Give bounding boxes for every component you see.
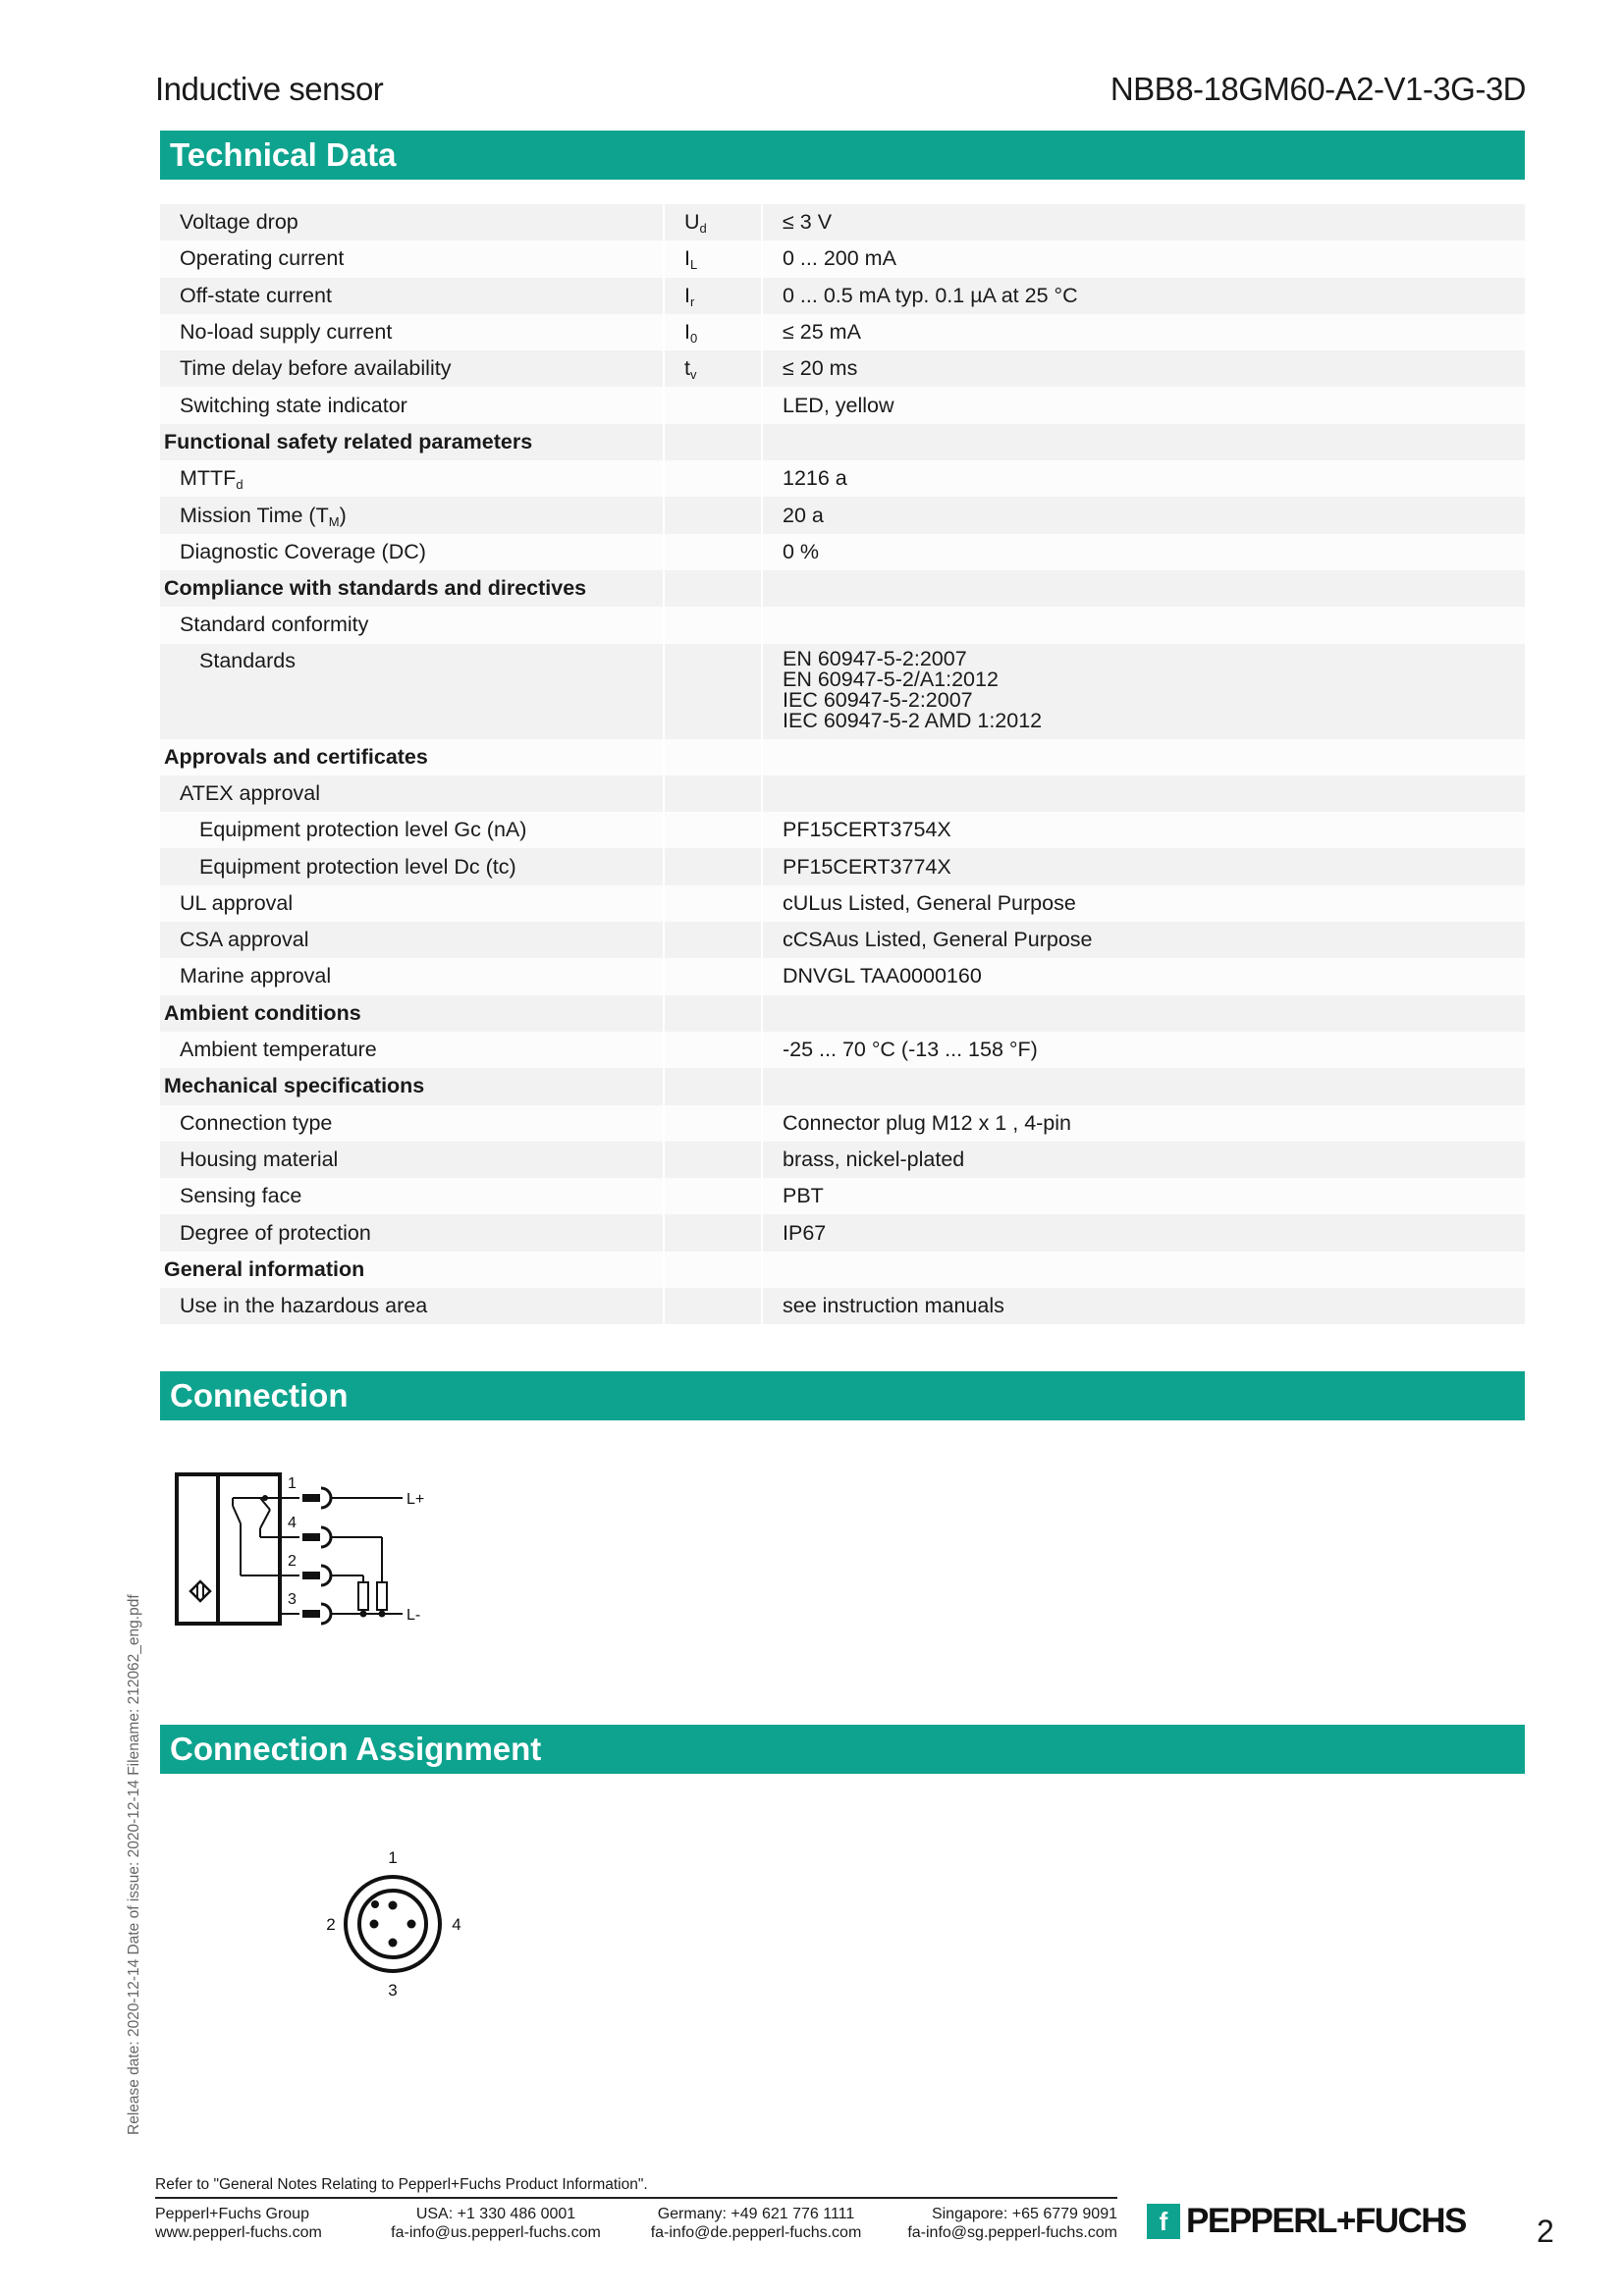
- row-symbol: [664, 885, 762, 922]
- row-symbol: [664, 1214, 762, 1251]
- pin-3: [389, 1939, 398, 1948]
- row-label-text: Marine approval: [180, 964, 332, 988]
- row-value-line: EN 60947-5-2/A1:2012: [783, 667, 999, 691]
- logo-text: PEPPERL+FUCHS: [1186, 2202, 1466, 2240]
- row-label: [160, 1068, 664, 1104]
- load-resistor: [358, 1582, 368, 1610]
- l-plus-label: L+: [406, 1491, 425, 1508]
- row-label: [160, 607, 664, 643]
- singapore-email[interactable]: fa-info@sg.pepperl-fuchs.com: [907, 2224, 1117, 2241]
- row-symbol: [664, 1142, 762, 1178]
- row-symbol: [664, 314, 762, 350]
- row-symbol: [664, 1178, 762, 1214]
- row-symbol: [664, 1032, 762, 1068]
- row-value: [762, 1252, 1525, 1288]
- row-label-text: ATEX approval: [180, 781, 321, 805]
- singapore-phone: Singapore: +65 6779 9091: [931, 2206, 1117, 2222]
- row-label-text: Standard conformity: [180, 613, 369, 637]
- row-value: PF15CERT3774X: [762, 848, 1525, 884]
- row-label-text: Use in the hazardous area: [180, 1294, 428, 1318]
- footer-divider: [155, 2197, 1117, 2199]
- row-label: [160, 739, 664, 775]
- row-symbol: [664, 1068, 762, 1104]
- row-label: [160, 958, 664, 994]
- row-value: [762, 424, 1525, 460]
- row-label-text: Sensing face: [180, 1184, 302, 1208]
- footer-singapore: [884, 2205, 1117, 2242]
- row-value: [762, 644, 1525, 739]
- row-label: [160, 1142, 664, 1178]
- table-row: [160, 1105, 1525, 1142]
- pin-label: 2: [288, 1553, 297, 1570]
- row-label: [160, 1178, 664, 1214]
- row-symbol-subscript: d: [699, 221, 707, 237]
- table-row: [160, 460, 1525, 497]
- table-row: [160, 607, 1525, 643]
- footer-germany: [638, 2205, 874, 2242]
- row-symbol: [664, 570, 762, 607]
- row-value: -25 ... 70 °C (-13 ... 158 °F): [762, 1032, 1525, 1068]
- row-value: 1216 a: [762, 460, 1525, 497]
- table-row: [160, 1032, 1525, 1068]
- row-symbol-subscript: 0: [689, 331, 698, 347]
- table-row: [160, 350, 1525, 387]
- row-value: PBT: [762, 1178, 1525, 1214]
- row-value: 0 ... 0.5 mA typ. 0.1 µA at 25 °C: [762, 278, 1525, 314]
- table-row: [160, 1142, 1525, 1178]
- row-label-text: Ambient temperature: [180, 1038, 377, 1062]
- row-value: PF15CERT3754X: [762, 812, 1525, 848]
- row-value: 20 a: [762, 497, 1525, 533]
- row-value: cULus Listed, General Purpose: [762, 885, 1525, 922]
- row-label-text: Approvals and certificates: [164, 744, 428, 769]
- inductive-sensor-symbol-icon: [190, 1581, 210, 1601]
- row-value: cCSAus Listed, General Purpose: [762, 922, 1525, 958]
- row-label: [160, 885, 664, 922]
- row-symbol-text: t: [684, 356, 690, 381]
- row-symbol: [664, 644, 762, 739]
- row-label-subscript: M: [328, 513, 340, 529]
- row-label: [160, 460, 664, 497]
- row-label: [160, 570, 664, 607]
- table-row: [160, 848, 1525, 884]
- row-symbol: [664, 848, 762, 884]
- page-number: 2: [1537, 2214, 1554, 2249]
- row-symbol: [664, 387, 762, 423]
- row-label: [160, 350, 664, 387]
- table-group-header: [160, 995, 1525, 1032]
- table-row: [160, 497, 1525, 533]
- table-group-header: [160, 570, 1525, 607]
- row-value: see instruction manuals: [762, 1288, 1525, 1324]
- row-value: [762, 739, 1525, 775]
- table-group-header: [160, 424, 1525, 460]
- row-label-text: Equipment protection level Dc (tc): [199, 854, 516, 879]
- row-label-suffix: ): [339, 503, 347, 527]
- table-group-header: [160, 1252, 1525, 1288]
- row-label: [160, 1252, 664, 1288]
- row-symbol: [664, 995, 762, 1032]
- table-row: [160, 775, 1525, 812]
- row-value: ≤ 20 ms: [762, 350, 1525, 387]
- pin-4: [407, 1920, 416, 1929]
- row-value: 0 ... 200 mA: [762, 240, 1525, 277]
- row-symbol: [664, 240, 762, 277]
- row-label: [160, 240, 664, 277]
- table-row: [160, 922, 1525, 958]
- table-row: [160, 387, 1525, 423]
- row-value: ≤ 25 mA: [762, 314, 1525, 350]
- row-symbol: [664, 204, 762, 240]
- section-connection: Connection: [160, 1371, 1525, 1420]
- coding-key: [371, 1900, 379, 1908]
- row-label: [160, 1032, 664, 1068]
- row-symbol: [664, 1288, 762, 1324]
- row-label-text: Compliance with standards and directives: [164, 576, 587, 601]
- row-symbol: [664, 350, 762, 387]
- table-row: [160, 958, 1525, 994]
- row-label-text: No-load supply current: [180, 320, 393, 345]
- row-value: [762, 607, 1525, 643]
- connector-pinout-diagram: [314, 1843, 471, 2001]
- germany-phone: Germany: +49 621 776 1111: [657, 2206, 855, 2222]
- row-symbol: [664, 812, 762, 848]
- table-group-header: [160, 1068, 1525, 1104]
- document-title: Inductive sensor: [155, 71, 384, 107]
- row-label-text: MTTF: [180, 466, 237, 491]
- table-row: [160, 644, 1525, 739]
- usa-phone: USA: +1 330 486 0001: [415, 2206, 576, 2222]
- row-label-text: CSA approval: [180, 928, 309, 952]
- row-symbol-text: U: [684, 210, 700, 235]
- row-label-text: Voltage drop: [180, 210, 298, 235]
- pin-2: [370, 1920, 379, 1929]
- row-symbol: [664, 534, 762, 570]
- company-website[interactable]: www.pepperl-fuchs.com: [155, 2224, 322, 2241]
- row-symbol: [664, 958, 762, 994]
- row-label-text: Equipment protection level Gc (nA): [199, 818, 527, 842]
- row-symbol: [664, 922, 762, 958]
- row-label: [160, 812, 664, 848]
- table-row: [160, 1214, 1525, 1251]
- row-label: [160, 1288, 664, 1324]
- load-resistor: [377, 1582, 387, 1610]
- row-value: 0 %: [762, 534, 1525, 570]
- row-symbol: [664, 1252, 762, 1288]
- pin-label-bottom: 3: [388, 1981, 398, 2000]
- row-symbol-text: I: [684, 320, 690, 345]
- pin-label-right: 4: [452, 1915, 461, 1934]
- row-label-text: General information: [164, 1256, 365, 1281]
- table-row: [160, 812, 1525, 848]
- footer-note: Refer to "General Notes Relating to Pepperl+Fuchs Product Information".: [155, 2176, 648, 2193]
- row-label: [160, 922, 664, 958]
- technical-data-table: [160, 204, 1525, 1324]
- row-label-text: Switching state indicator: [180, 393, 407, 417]
- row-value: [762, 775, 1525, 812]
- table-row: [160, 1288, 1525, 1324]
- row-label: [160, 644, 664, 739]
- row-label: [160, 497, 664, 533]
- row-value: LED, yellow: [762, 387, 1525, 423]
- germany-email[interactable]: fa-info@de.pepperl-fuchs.com: [650, 2224, 862, 2241]
- row-label: [160, 1214, 664, 1251]
- row-label: [160, 534, 664, 570]
- pin-label: 3: [288, 1591, 297, 1608]
- pin-label: 1: [288, 1475, 297, 1492]
- row-label-text: Operating current: [180, 246, 345, 271]
- row-value-line: EN 60947-5-2:2007: [783, 646, 967, 670]
- row-label-text: Off-state current: [180, 283, 332, 307]
- row-symbol: [664, 775, 762, 812]
- table-row: [160, 885, 1525, 922]
- footer-usa: [383, 2205, 609, 2242]
- row-label-subscript: d: [236, 477, 244, 493]
- row-label: [160, 775, 664, 812]
- table-row: [160, 204, 1525, 240]
- row-symbol: [664, 1105, 762, 1142]
- row-value: [762, 570, 1525, 607]
- table-row: [160, 314, 1525, 350]
- row-value: brass, nickel-plated: [762, 1142, 1525, 1178]
- usa-email[interactable]: fa-info@us.pepperl-fuchs.com: [391, 2224, 601, 2241]
- row-label-text: Time delay before availability: [180, 356, 452, 381]
- row-symbol: [664, 278, 762, 314]
- row-value: Connector plug M12 x 1 , 4-pin: [762, 1105, 1525, 1142]
- row-label-text: Standards: [199, 648, 297, 672]
- row-label: [160, 314, 664, 350]
- pin-label: 4: [288, 1515, 297, 1531]
- company-name: Pepperl+Fuchs Group: [155, 2206, 309, 2222]
- company-logo: [1147, 2200, 1466, 2243]
- row-label: [160, 278, 664, 314]
- pin-label-left: 2: [326, 1915, 336, 1934]
- row-label-text: Connection type: [180, 1110, 333, 1135]
- row-value-line: IEC 60947-5-2:2007: [783, 687, 973, 712]
- model-number: NBB8-18GM60-A2-V1-3G-3D: [1110, 71, 1526, 107]
- row-label: [160, 848, 664, 884]
- row-value-line: IEC 60947-5-2 AMD 1:2012: [783, 708, 1043, 732]
- section-technical-data: Technical Data: [160, 131, 1525, 180]
- row-label-text: Ambient conditions: [164, 1000, 361, 1025]
- row-symbol-subscript: r: [689, 294, 695, 309]
- row-label-text: Housing material: [180, 1147, 339, 1171]
- row-value: DNVGL TAA0000160: [762, 958, 1525, 994]
- row-label-text: Mechanical specifications: [164, 1074, 425, 1098]
- row-label-text: Mission Time (T: [180, 503, 329, 527]
- section-connection-assignment: Connection Assignment: [160, 1725, 1525, 1774]
- pin-1: [389, 1901, 398, 1910]
- row-symbol-subscript: v: [689, 367, 697, 383]
- row-label-text: UL approval: [180, 890, 294, 915]
- table-row: [160, 240, 1525, 277]
- table-row: [160, 1178, 1525, 1214]
- table-row: [160, 278, 1525, 314]
- row-symbol-text: I: [684, 246, 690, 271]
- logo-mark-icon: f: [1147, 2204, 1180, 2239]
- row-label: [160, 424, 664, 460]
- row-symbol: [664, 497, 762, 533]
- row-symbol-subscript: L: [689, 257, 698, 273]
- row-symbol: [664, 739, 762, 775]
- pin-label-top: 1: [388, 1848, 398, 1867]
- row-label: [160, 1105, 664, 1142]
- row-label: [160, 995, 664, 1032]
- row-label: [160, 204, 664, 240]
- row-value: [762, 1068, 1525, 1104]
- table-group-header: [160, 739, 1525, 775]
- row-label: [160, 387, 664, 423]
- release-info: Release date: 2020-12-14 Date of issue: 2020-12-14 Filename: 212062_eng.pdf: [126, 1594, 142, 2135]
- row-symbol: [664, 607, 762, 643]
- row-value: ≤ 3 V: [762, 204, 1525, 240]
- row-label-text: Diagnostic Coverage (DC): [180, 539, 426, 563]
- row-label-text: Degree of protection: [180, 1220, 371, 1245]
- row-value: IP67: [762, 1214, 1525, 1251]
- row-label-text: Functional safety related parameters: [164, 429, 533, 454]
- connection-diagram: [167, 1463, 452, 1639]
- row-symbol-text: I: [684, 283, 690, 307]
- footer-company: [155, 2205, 322, 2242]
- row-symbol: [664, 424, 762, 460]
- row-value: [762, 995, 1525, 1032]
- l-minus-label: L-: [406, 1607, 421, 1624]
- table-row: [160, 534, 1525, 570]
- row-symbol: [664, 460, 762, 497]
